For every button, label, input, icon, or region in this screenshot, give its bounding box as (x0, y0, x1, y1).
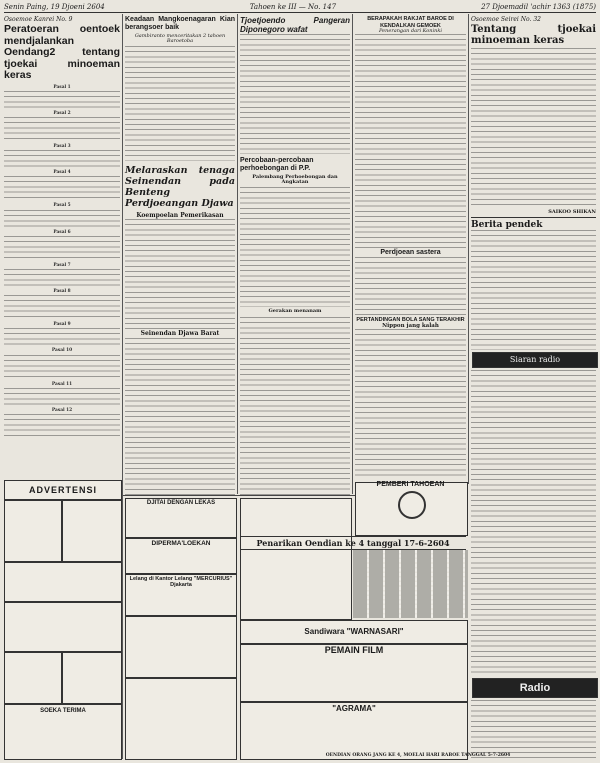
ad-box (62, 652, 122, 704)
section-body (4, 91, 120, 109)
ad-box (4, 704, 122, 760)
advert-header-text: ADVERTENSI (28, 485, 97, 495)
article-body (125, 46, 235, 161)
headline: BERAPAKAH RAKJAT BAROE DI KENDALKAN GEMOEK (367, 16, 454, 29)
headline: Tentang tjoekai minoeman keras (471, 24, 596, 46)
ad-box (125, 538, 237, 574)
ad-box (125, 574, 237, 616)
article-body (240, 187, 350, 307)
section-heading: Pasal 3 (53, 143, 71, 149)
section-body (4, 236, 120, 261)
radio-title-text: Radio (519, 682, 551, 694)
column-1 (4, 16, 120, 413)
ad-box (125, 498, 237, 538)
subheadline: Nippon jang kalah (382, 322, 439, 329)
ad-box (4, 562, 122, 602)
column-rule (122, 14, 123, 759)
section-body (4, 176, 120, 201)
subheadline: Seinendan Djawa Barat (140, 329, 220, 337)
article-body (125, 338, 235, 498)
subheadline: Penerangan dari Koninki (379, 28, 442, 34)
section-heading: Pasal 10 (51, 348, 73, 354)
headline: Berita pendek (471, 217, 596, 230)
ad-title: DJITAI DENGAN LEKAS (146, 500, 216, 506)
section-body (4, 295, 120, 320)
column-rule (468, 14, 469, 484)
header-issue: Tahoen ke III — No. 147 (249, 3, 337, 11)
section-body (4, 388, 120, 406)
ad-title: SOEKA TERIMA (40, 708, 86, 714)
ad-box (240, 644, 468, 702)
lottery-number-grid (353, 550, 468, 618)
section-heading: Pasal 8 (53, 288, 71, 294)
section-body (4, 150, 120, 168)
subheadline: Koempoelan Pemerikasan (136, 212, 224, 220)
headline: Tjoetjoendo Pangeran Diponegoro wafat (240, 16, 350, 34)
header-hijri-date: 27 Djoemadil 'achir 1363 (1875) (481, 3, 596, 11)
ad-box (4, 500, 62, 562)
column-3 (240, 16, 350, 486)
article-body (4, 85, 120, 439)
article-body (355, 34, 466, 249)
column-5 (471, 16, 596, 351)
article-body (125, 219, 235, 329)
ad-box (4, 602, 122, 652)
kicker: Osoemoe Kanrei No. 9 (4, 16, 73, 23)
article-body (471, 370, 596, 675)
lottery-title: Penarikan Oendian ke 4 tanggal 17-6-2604 (240, 536, 466, 550)
subheadline: Gambiranto menceritakan 2 tahoen Baroetoba (134, 33, 226, 45)
article-body (471, 48, 596, 208)
headline: Perdjoean sastera (380, 249, 441, 257)
subheadline: Gerakan menanam (268, 308, 322, 315)
radio-banner-label: Siaran radio (509, 355, 561, 364)
ad-box (240, 498, 352, 620)
ad-title: Lelang di Kantor Lelang "MERCURIUS" Djakarta (129, 576, 233, 588)
column-2 (125, 16, 235, 486)
masthead-bar (4, 2, 596, 13)
ad-title: PEMBERI TAHOEAN (376, 481, 445, 488)
section-heading: Pasal 2 (53, 110, 71, 116)
section-body (4, 210, 120, 228)
headline: PERTANDINGAN BOLA SANG TERAKHIR (356, 317, 465, 324)
ad-box (62, 500, 122, 562)
column-rule (352, 14, 353, 494)
advert-header (4, 480, 122, 500)
section-body (4, 117, 120, 142)
headline: Percobaan-percobaan perhoebongan di P.P. (240, 157, 314, 172)
section-heading: Pasal 1 (53, 84, 71, 90)
column-4 (355, 16, 466, 486)
section-heading: Pasal 5 (53, 203, 71, 209)
ad-box (125, 678, 237, 760)
article-body (355, 257, 466, 317)
section-heading: Pasal 11 (51, 381, 73, 387)
ad-box (4, 652, 62, 704)
article-body (471, 700, 596, 758)
ad-title: "AGRAMA" (332, 704, 376, 713)
ad-title: Sandiwara "WARNASARI" (304, 627, 404, 636)
section-body (4, 328, 120, 346)
headline: Keadaan Mangkoenagaran Kian berangsoer baik (125, 16, 235, 31)
kicker: Osoemoe Seirei No. 32 (471, 16, 541, 23)
lottery-footer: OENDIAN ORANG JANG KE 4, MOELAI HARI RABOE TANGGAL 5-7-2604 (325, 753, 511, 758)
radio-schedule (471, 370, 596, 675)
section-heading: Pasal 12 (51, 407, 73, 413)
header-date: Senin Paing, 19 Djoeni 2604 (4, 3, 105, 11)
ad-title-wrap (355, 482, 466, 496)
ad-box (240, 620, 468, 644)
section-heading: Pasal 7 (53, 262, 71, 268)
section-body (4, 355, 120, 380)
section-heading: Pasal 6 (53, 229, 71, 235)
article-body (240, 34, 350, 154)
ad-box (125, 616, 237, 678)
radio-banner (472, 352, 598, 368)
signature: SAIKOO SHIKAN (548, 209, 596, 215)
section-heading: Pasal 4 (53, 170, 71, 176)
section-body (4, 269, 120, 287)
radio-title (472, 678, 598, 698)
section-heading: Pasal 9 (53, 322, 71, 328)
column-rule (237, 14, 238, 494)
headline: Peratoeran oentoek mendjalankan Oendang2 tentang tjoekai minoeman keras (4, 23, 120, 81)
section-body (4, 414, 120, 439)
radio-listings (471, 700, 596, 758)
article-body (471, 230, 596, 350)
article-body (355, 329, 466, 479)
subheadline: Palembang Perhoebongan dan Angkatan (252, 174, 338, 186)
article-body (240, 317, 350, 497)
ad-title: PEMAIN FILM (324, 645, 384, 655)
headline: Melaraskan tenaga Seinendan pada Benteng Perdjoeangan Djawa (125, 165, 235, 210)
ad-title: DIPERMA'LOEKAN (151, 540, 211, 547)
